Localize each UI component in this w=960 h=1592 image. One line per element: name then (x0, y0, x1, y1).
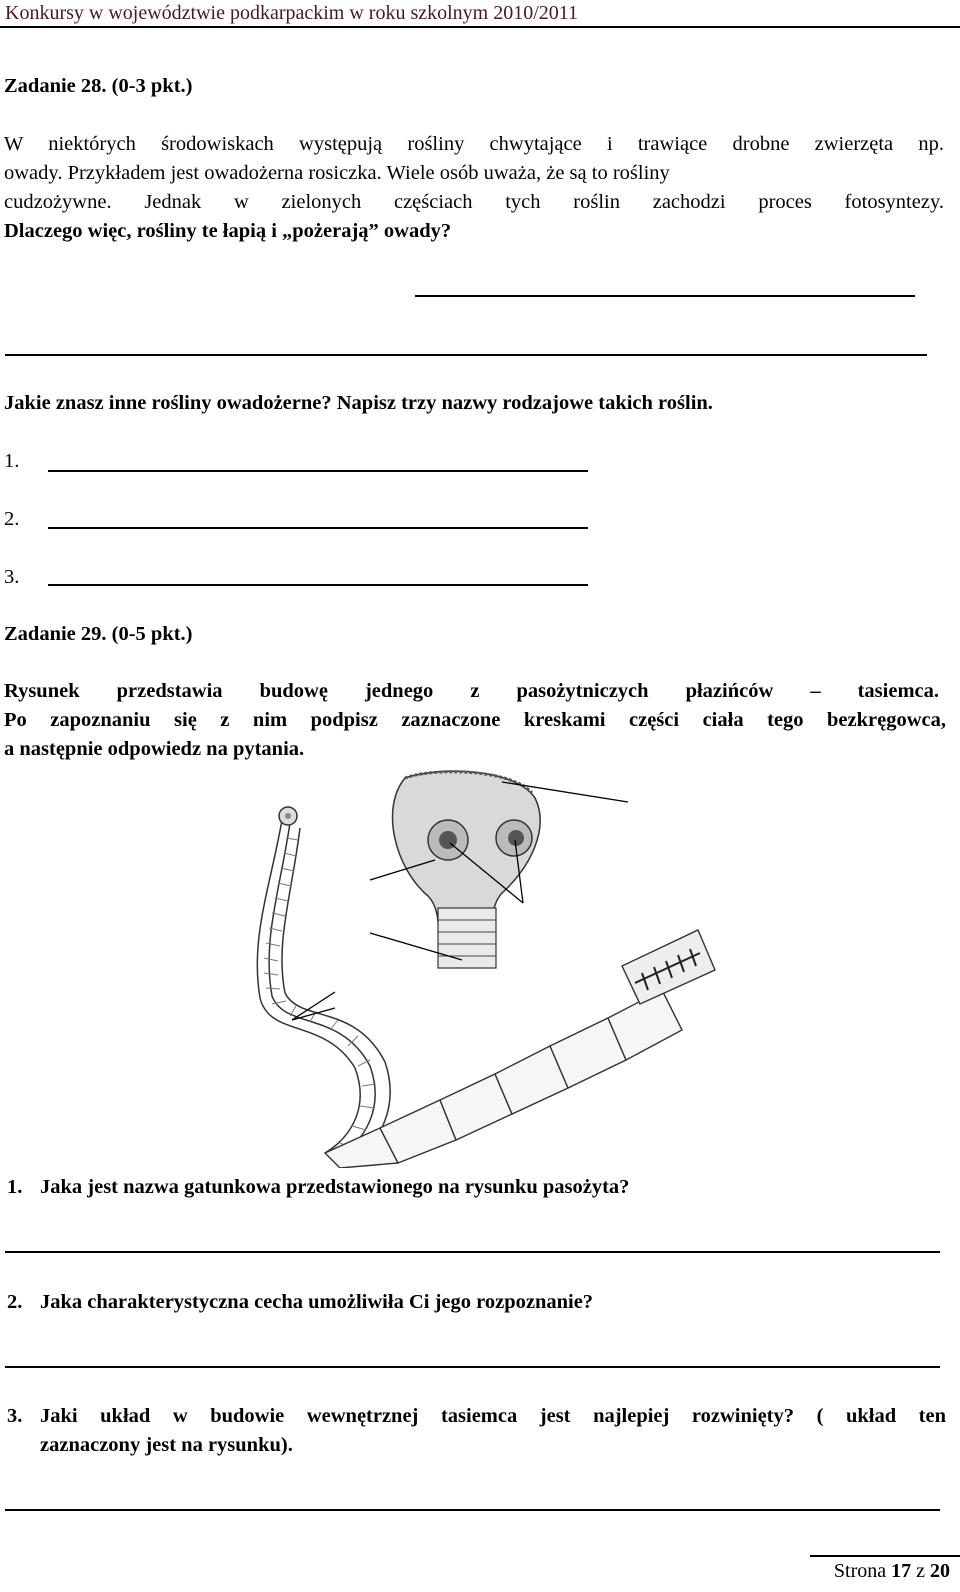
answer-line[interactable] (5, 354, 927, 356)
list-label-2: 2. (4, 508, 20, 530)
task29-title: Zadanie 29. (0-5 pkt.) (4, 623, 193, 645)
q3-text-line-2: zaznaczony jest na rysunku). (40, 1434, 293, 1456)
q2-text: Jaka charakterystyczna cecha umożliwiła Ci jego rozpoznanie? (40, 1291, 594, 1313)
proglottid-chain (325, 930, 715, 1168)
task28-intro-line-2: owady. Przykładem jest owadożerna rosiczka. Wiele osób uważa, że są to rośliny (4, 162, 670, 184)
tapeworm-strip (257, 820, 390, 1162)
list-label-1: 1. (4, 450, 20, 472)
task28-question-2: Jakie znasz inne rośliny owadożerne? Napisz trzy nazwy rodzajowe takich roślin. (4, 392, 713, 414)
answer-line-q3[interactable] (5, 1509, 940, 1511)
q3-number: 3. (7, 1405, 23, 1427)
list-label-3: 3. (4, 566, 20, 588)
page-number (834, 1558, 950, 1584)
task28-title: Zadanie 28. (0-3 pkt.) (4, 75, 193, 97)
answer-line[interactable] (415, 295, 915, 297)
total-pages: 20 (930, 1560, 950, 1582)
page-header: Konkursy w województwie podkarpackim w roku szkolnym 2010/2011 (5, 2, 579, 24)
task29-intro-line-2: Po zapoznaniu się z nim podpisz zaznaczone kreskami części ciała tego bezkręgowca, (4, 709, 946, 731)
scolex-enlarged (393, 771, 541, 968)
task28-intro-line-3: cudzożywne. Jednak w zielonych częściach tych roślin zachodzi proces fotosyntezy. (4, 191, 944, 213)
page-label: Strona (833, 1560, 892, 1582)
label-line-strobila-2 (292, 1008, 335, 1020)
task28-intro-line-1: W niektórych środowiskach występują rośliny chwytające i trawiące drobne zwierzęta np. (4, 133, 944, 155)
q3-text-line-1: Jaki układ w budowie wewnętrznej tasiemca jest najlepiej rozwinięty? ( układ ten (40, 1405, 946, 1427)
header-rule (0, 26, 960, 28)
answer-line-2[interactable] (48, 527, 588, 529)
task29-intro-line-1: Rysunek przedstawia budowę jednego z pasożytniczych płazińców – tasiemca. (4, 680, 939, 702)
answer-line-q2[interactable] (5, 1366, 940, 1368)
answer-line-q1[interactable] (5, 1251, 940, 1253)
answer-line-1[interactable] (48, 470, 588, 472)
current-page: 17 (891, 1560, 912, 1582)
q1-number: 1. (7, 1176, 23, 1198)
task29-intro-line-3: a następnie odpowiedz na pytania. (4, 738, 305, 760)
q2-number: 2. (7, 1291, 23, 1313)
task28-question-1: Dlaczego więc, rośliny te łapią i „pożerają” owady? (4, 220, 452, 242)
page-separator: z (911, 1560, 930, 1582)
q1-text: Jaka jest nazwa gatunkowa przedstawionego na rysunku pasożyta? (40, 1176, 630, 1198)
tapeworm-illustration (230, 768, 730, 1168)
answer-line-3[interactable] (48, 584, 588, 586)
footer-rule (810, 1555, 960, 1557)
